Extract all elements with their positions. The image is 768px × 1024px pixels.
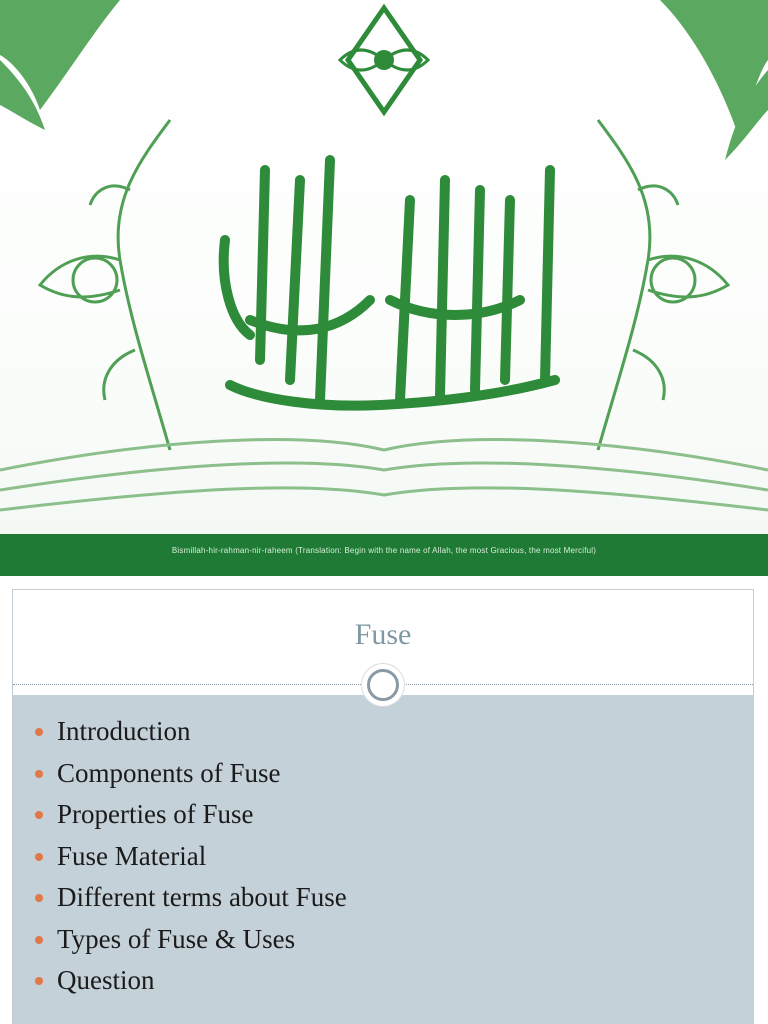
list-item: Introduction (33, 711, 347, 753)
bullet-icon (35, 770, 43, 778)
top-ornament (340, 8, 428, 112)
bullet-icon (35, 894, 43, 902)
palm-leaf-right (660, 0, 768, 160)
divider-ring-icon (362, 664, 404, 706)
list-item: Fuse Material (33, 836, 347, 878)
banner-caption-strip (0, 534, 768, 576)
palm-leaf-left (0, 0, 120, 130)
bullet-icon (35, 977, 43, 985)
list-item: Question (33, 960, 347, 1002)
list-item: Components of Fuse (33, 753, 347, 795)
right-floral-ornament (598, 120, 728, 450)
bullet-icon (35, 853, 43, 861)
banner-caption: Bismillah-hir-rahman-nir-raheem (Translation: Begin with the name of Allah, the most Gracious, the most Merciful) (171, 546, 597, 555)
left-floral-ornament (40, 120, 170, 450)
list-item: Different terms about Fuse (33, 877, 347, 919)
slide (12, 589, 754, 1024)
bullet-icon (35, 811, 43, 819)
slide-title: Fuse (354, 618, 412, 651)
content-panel (13, 695, 753, 1024)
bullet-icon (35, 728, 43, 736)
bullet-list (33, 711, 347, 1002)
bullet-icon (35, 936, 43, 944)
calligraphy-strokes (224, 160, 555, 406)
list-item: Types of Fuse & Uses (33, 919, 347, 961)
book-waves (0, 440, 768, 510)
list-item: Properties of Fuse (33, 794, 347, 836)
